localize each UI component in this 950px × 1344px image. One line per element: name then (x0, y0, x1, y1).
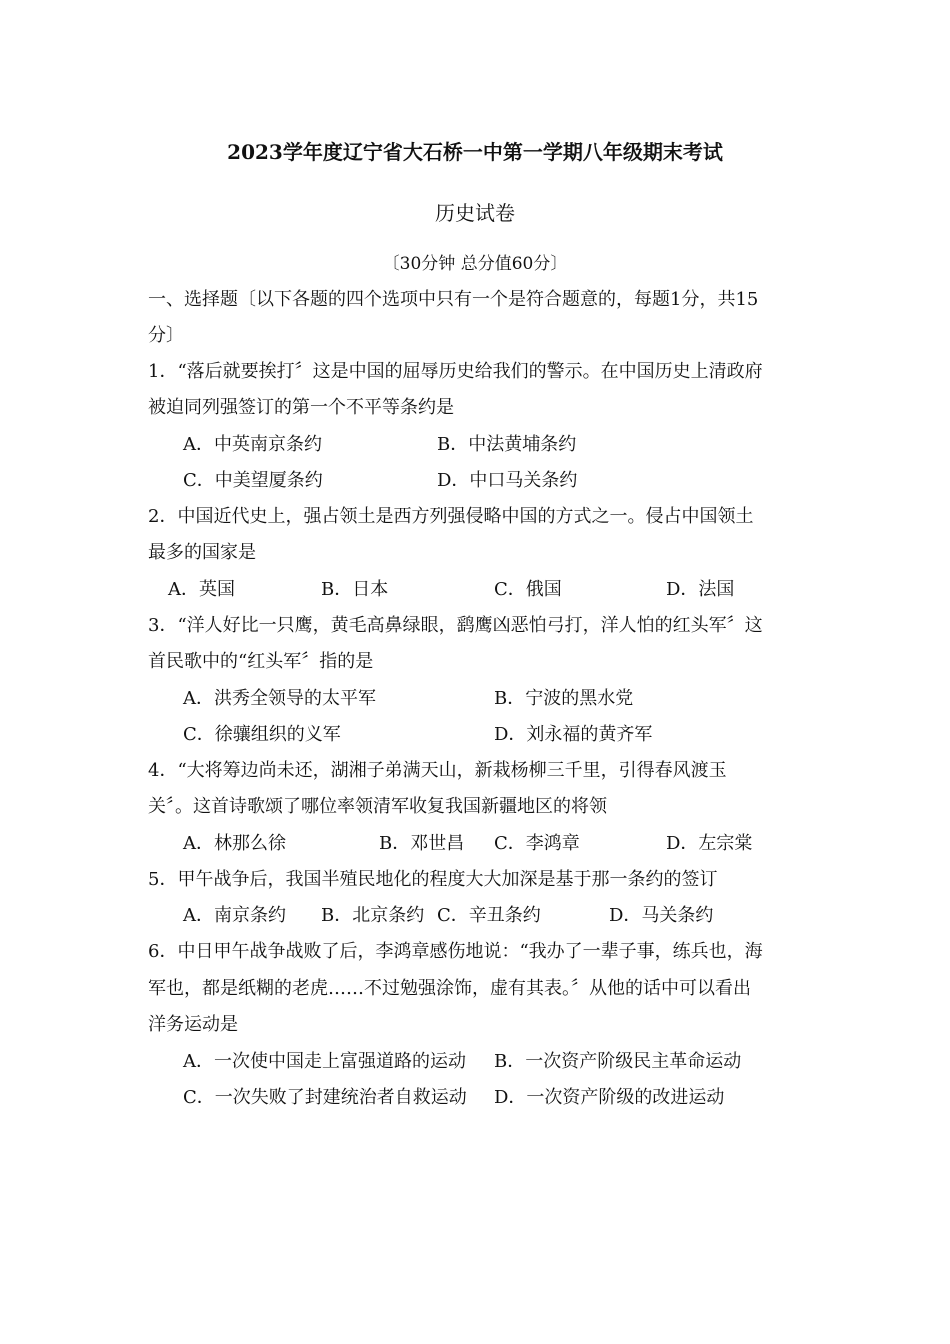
question-1-option-b: B．中法黄埔条约 (437, 434, 577, 455)
question-6-text-cont: 军也，都是纸糊的老虎……不过勉强涂饰，虚有其表。〞从他的话中可以看出 (148, 978, 751, 999)
question-5-option-d: D．马关条约 (609, 905, 714, 926)
question-3-option-c: C．徐骧组织的义军 (183, 724, 341, 745)
question-2-text: 2．中国近代史上，强占领土是西方列强侵略中国的方式之一。侵占中国领土 (148, 506, 754, 527)
section-heading-cont: 分〕 (148, 325, 184, 346)
exam-title: 2023学年度辽宁省大石桥一中第一学期八年级期末考试 (227, 140, 723, 164)
question-1-text: 1．“落后就要挨打〞这是中国的屈辱历史给我们的警示。在中国历史上清政府 (148, 361, 763, 382)
question-6-option-a: A．一次使中国走上富强道路的运动 (183, 1051, 466, 1072)
question-4-option-d: D．左宗棠 (666, 833, 753, 854)
question-6-option-b: B．一次资产阶级民主革命运动 (494, 1051, 742, 1072)
question-1-text-cont: 被迫同列强签订的第一个不平等条约是 (148, 397, 454, 418)
question-3-text: 3．“洋人好比一只鹰，黄毛高鼻绿眼，鹞鹰凶恶怕弓打，洋人怕的红头军〞这 (148, 615, 763, 636)
section-heading: 一、选择题〔以下各题的四个选项中只有一个是符合题意的，每题1分，共15 (148, 289, 759, 310)
question-6-option-c: C．一次失败了封建统治者自救运动 (183, 1087, 467, 1108)
question-6-text-cont-2: 洋务运动是 (148, 1014, 238, 1035)
question-5-option-b: B．北京条约 (321, 905, 425, 926)
question-4-option-c: C．李鸿章 (494, 833, 580, 854)
question-3-option-b: B．宁波的黑水党 (494, 688, 634, 709)
question-2-text-cont: 最多的国家是 (148, 542, 256, 563)
question-4-text: 4．“大将筹边尚未还，湖湘子弟满天山，新栽杨柳三千里，引得春风渡玉 (148, 760, 727, 781)
question-2-option-d: D．法国 (666, 579, 735, 600)
question-3-option-a: A．洪秀全领导的太平军 (183, 688, 376, 709)
question-6-option-d: D．一次资产阶级的改进运动 (494, 1087, 725, 1108)
exam-time-score: 〔30分钟 总分值60分〕 (382, 254, 568, 274)
question-1-option-a: A．中英南京条约 (183, 434, 322, 455)
question-2-option-a: A．英国 (168, 579, 235, 600)
exam-subtitle: 历史试卷 (435, 201, 515, 225)
question-2-option-c: C．俄国 (494, 579, 562, 600)
question-4-text-cont: 关〞。这首诗歌颂了哪位率领清军收复我国新疆地区的将领 (148, 796, 607, 817)
question-5-option-a: A．南京条约 (183, 905, 286, 926)
question-2-option-b: B．日本 (321, 579, 389, 600)
question-3-option-d: D．刘永福的黄齐军 (494, 724, 653, 745)
question-3-text-cont: 首民歌中的“红头军〞指的是 (148, 651, 374, 672)
question-6-text: 6．中日甲午战争战败了后，李鸿章感伤地说：“我办了一辈子事，练兵也，海 (148, 941, 763, 962)
question-5-option-c: C．辛丑条约 (437, 905, 541, 926)
question-1-option-c: C．中美望厦条约 (183, 470, 323, 491)
question-4-option-a: A．林那么徐 (183, 833, 286, 854)
question-1-option-d: D．中口马关条约 (437, 470, 578, 491)
question-5-text: 5．甲午战争后，我国半殖民地化的程度大大加深是基于那一条约的签订 (148, 869, 718, 890)
question-4-option-b: B．邓世昌 (379, 833, 465, 854)
